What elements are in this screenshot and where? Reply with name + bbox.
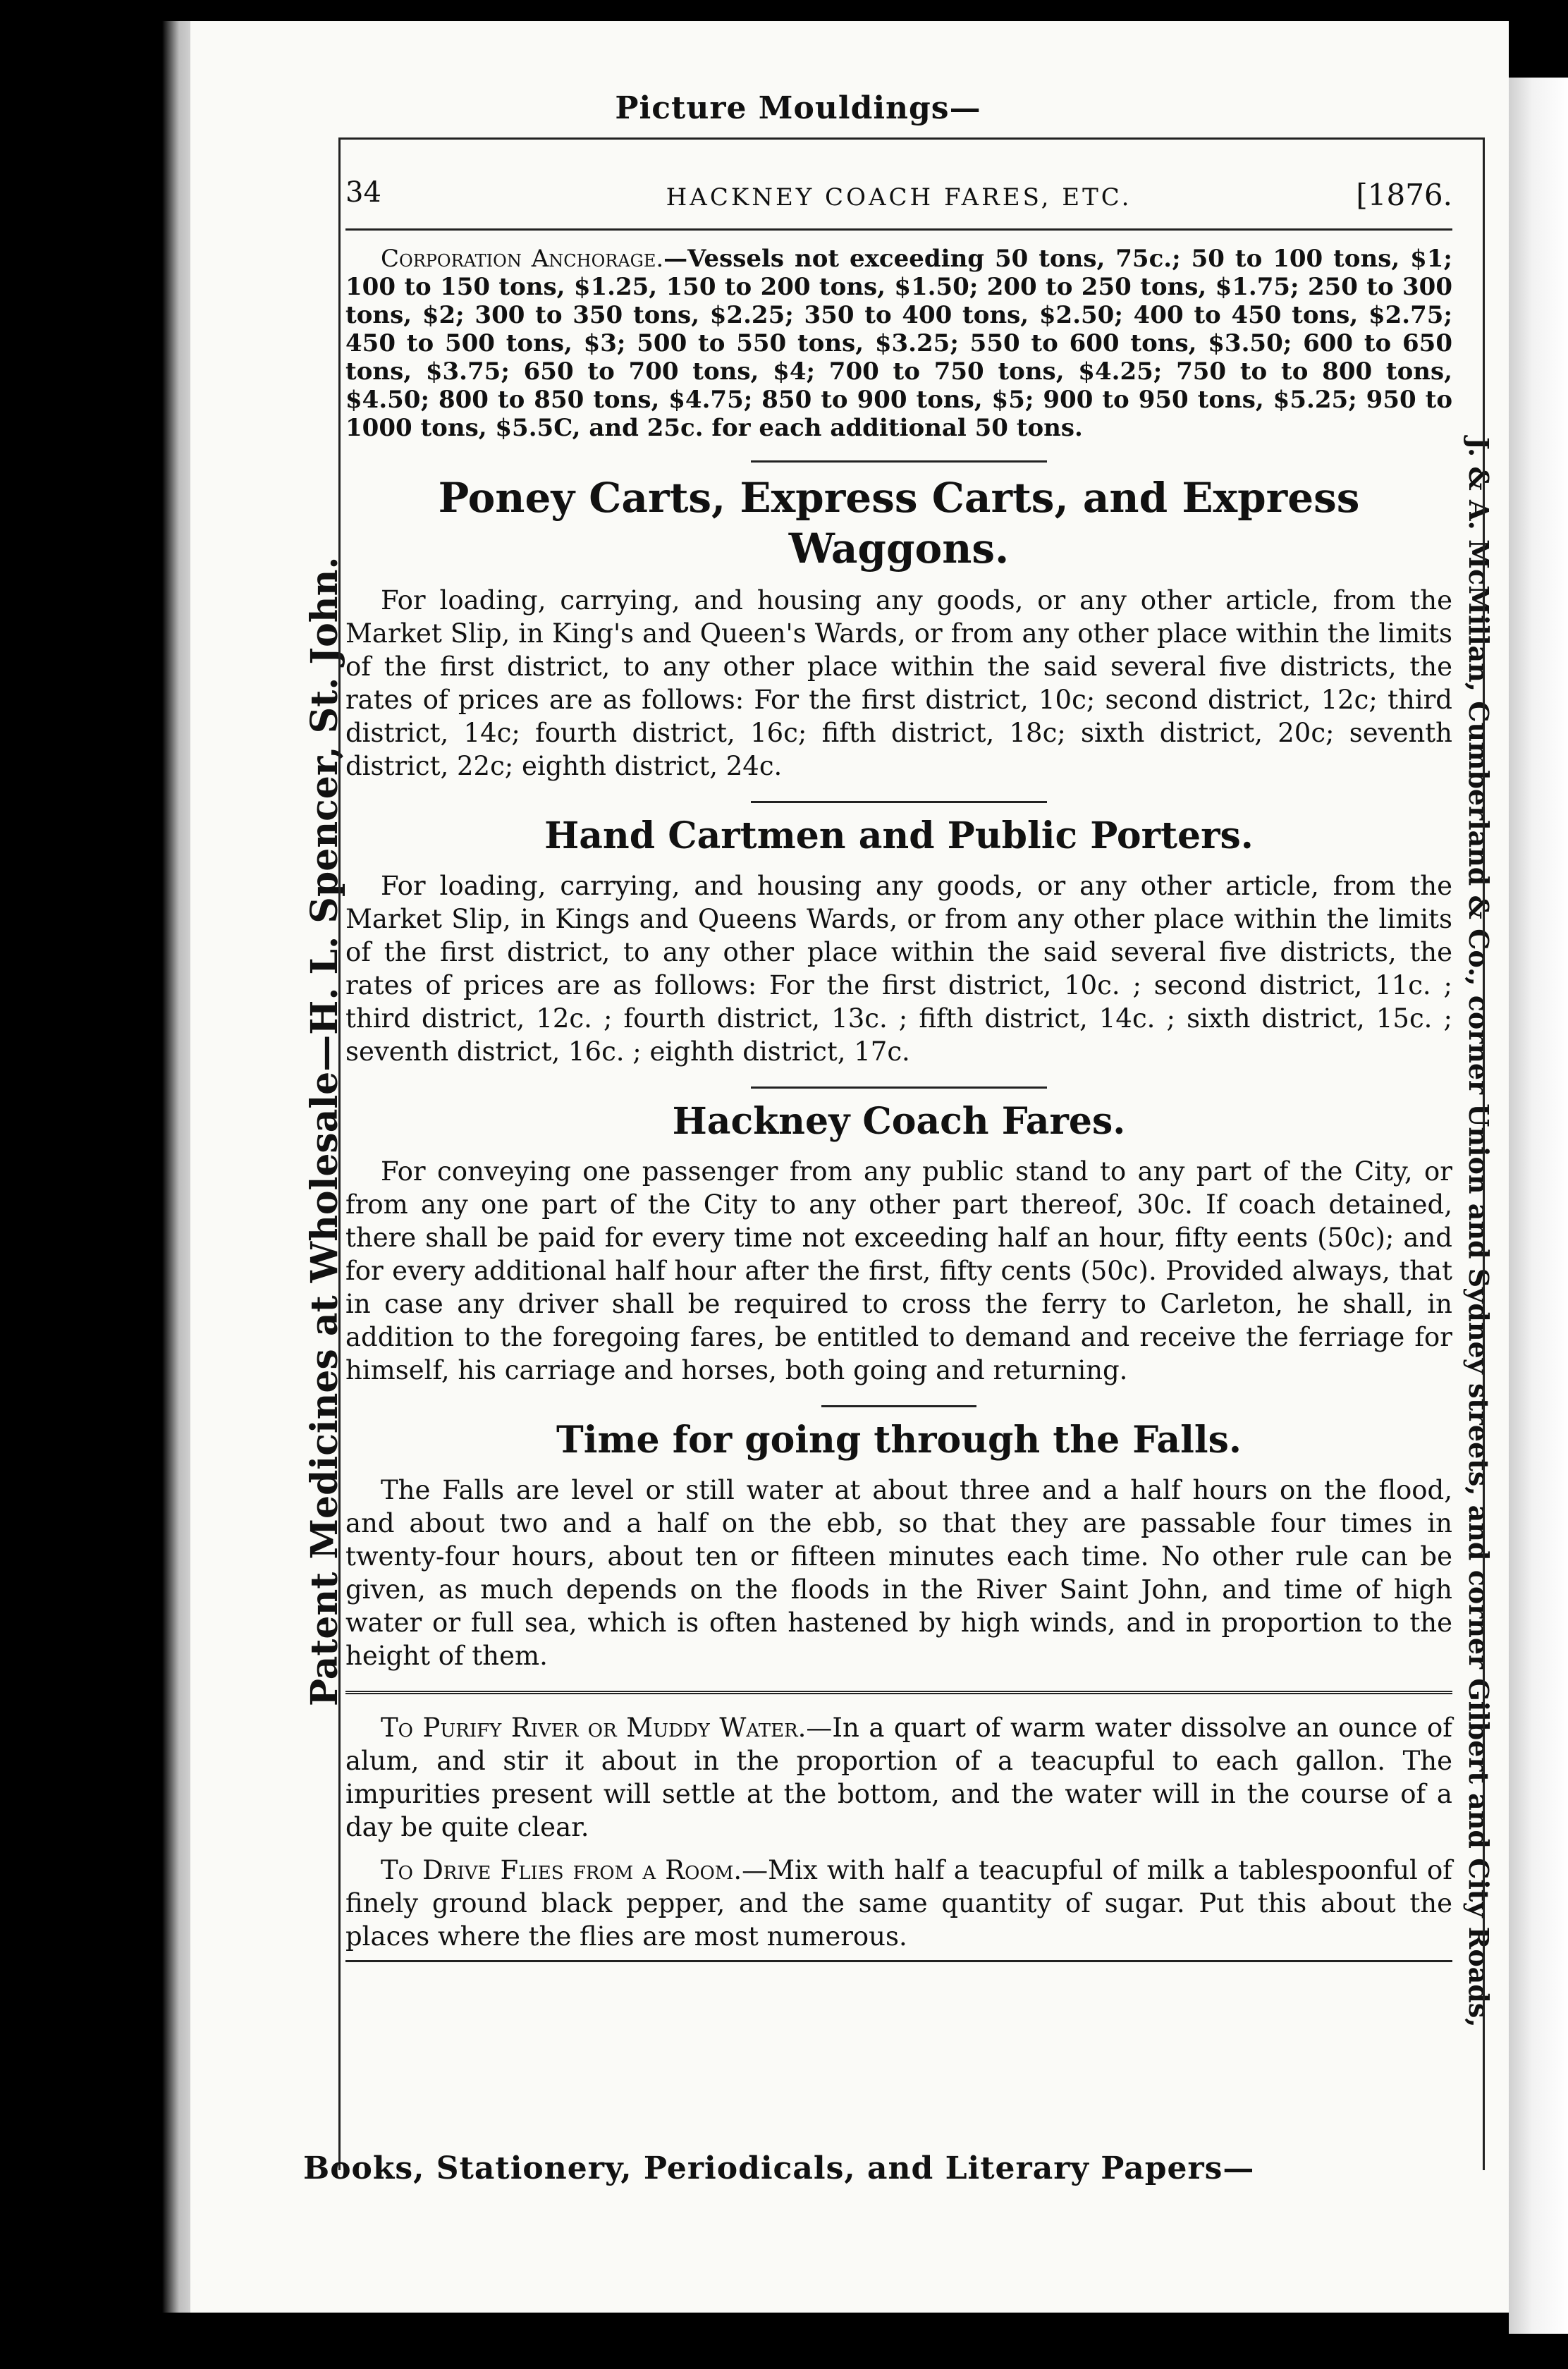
tip-drive-flies-label: To Drive Flies from a Room. xyxy=(381,1855,742,1885)
page-number: 34 xyxy=(345,176,381,209)
section-body-poney-carts: For loading, carrying, and housing any goods, or any other article, from the Market Slip, in King's and Queen's Wards, or from any other place within the limits of the first district, to any other place within the said several five districts, the rates of prices are as follows: For the first district, 10c; second district, 12c; third district, 14c; fourth district, 16c; fifth district, 18c; sixth district, 20c; seventh district, 22c; eighth district, 24c. xyxy=(345,585,1452,781)
section-heading-hackney-coach: Hackney Coach Fares. xyxy=(672,1100,1126,1143)
right-margin-advert: J. & A. McMillan, Cumberland & Co., corner Union and Sydney streets, and corner Gilbert and City Roads, xyxy=(1463,437,1495,2028)
left-margin-advert: Patent Medicines at Wholesale—H. L. Spencer, St. John. xyxy=(303,556,346,1706)
household-tips-box xyxy=(345,1691,1452,1962)
section-body-hand-cartmen: For loading, carrying, and housing any goods, or any other article, from the Market Slip, in Kings and Queens Wards, or from any other place within the limits of the first district, to any other place within the said several five districts, the rates of prices are as follows: For the first district, 10c. ; second district, 11c. ; third district, 12c. ; fourth district, 13c. ; fifth district, 14c. ; sixth district, 15c. ; seventh district, 16c. ; eighth district, 17c. xyxy=(345,871,1452,1067)
running-head xyxy=(345,162,1452,226)
section-body-hackney-coach: For conveying one passenger from any public stand to any part of the City, or from any one part of the City to any other part thereof, 30c. If coach detained, there shall be paid for every time not exceeding half an hour, fifty eents (50c); and for every additional half hour after the first, fifty cents (50c). Provided always, that in case any driver shall be required to cross the ferry to Carleton, he shall, in addition to the foregoing fares, be entitled to demand and receive the ferriage for himself, his carriage and horses, both going and returning. xyxy=(345,1156,1452,1385)
tip-purify-water-label: To Purify River or Muddy Water. xyxy=(381,1713,807,1743)
running-head-title: HACKNEY COACH FARES, ETC. xyxy=(666,183,1132,212)
anchorage-label: Corporation Anchorage. xyxy=(381,245,664,273)
section-divider xyxy=(821,1405,976,1407)
head-rule xyxy=(345,228,1452,231)
box-bottom-rule xyxy=(345,1960,1452,1962)
section-heading-hand-cartmen: Hand Cartmen and Public Porters. xyxy=(544,814,1254,857)
anchorage-text: —Vessels not exceeding 50 tons, 75c.; 50 to 100 tons, $1; 100 to 150 tons, $1.25, 150 to 200 tons, $1.50; 200 to 250 tons, $1.75; 250 to 300 tons, $2; 300 to 350 tons, $2.25; 350 to 400 tons, $2.50; 400 to 450 tons, $2.75; 450 to 500 tons, $3; 500 to 550 tons, $3.25; 550 to 600 tons, $3.50; 600 to 650 tons, $3.75; 650 to 700 tons, $4; 700 to 750 tons, $4.25; 750 to to 800 tons, $4.50; 800 to 850 tons, $4.75; 850 to 900 tons, $5; 900 to 950 tons, $5.25; 950 to 1000 tons, $5.5C, and 25c. for each additional 50 tons. xyxy=(345,245,1452,442)
footer-advert-band: Books, Stationery, Periodicals, and Literary Papers— xyxy=(303,2150,1255,2186)
section-heading-falls: Time for going through the Falls. xyxy=(556,1419,1242,1462)
section-divider xyxy=(751,460,1047,463)
tip-drive-flies xyxy=(345,1854,1452,1953)
anchorage-paragraph xyxy=(345,245,1452,442)
section-divider xyxy=(751,801,1047,803)
header-advert-band: Picture Mouldings— xyxy=(615,90,981,126)
tip-drive-flies-text: —Mix with half a teacupful of milk a tablespoonful of finely ground black pepper, and the same quantity of sugar. Put this about the places where the flies are most numerous. xyxy=(345,1855,1452,1952)
scan-edge-right xyxy=(1509,78,1568,2334)
tip-purify-water-text: —In a quart of warm water dissolve an ounce of alum, and stir it about in the proportion of a teacupful to each gallon. The impurities present will settle at the bottom, and the water will in the course of a day be quite clear. xyxy=(345,1713,1452,1842)
section-body-falls: The Falls are level or still water at about three and a half hours on the flood, and about two and a half on the ebb, so that they are passable four times in twenty-four hours, about ten or fifteen minutes each time. No other rule can be given, as much depends on the floods in the River Saint John, and time of high water or full sea, which is often hastened by high winds, and in proportion to the height of them. xyxy=(345,1475,1452,1671)
tip-purify-water xyxy=(345,1711,1452,1844)
running-head-year: [1876. xyxy=(1356,178,1452,212)
page-content xyxy=(345,162,1452,1962)
section-heading-poney-carts: Poney Carts, Express Carts, and Express Waggons. xyxy=(438,474,1360,573)
section-divider xyxy=(751,1086,1047,1089)
